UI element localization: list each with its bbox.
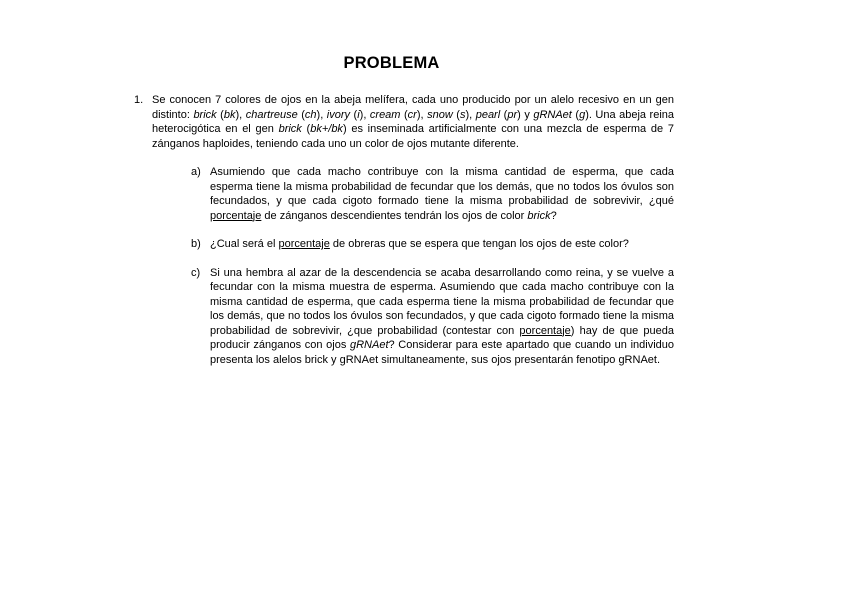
allele-name: pearl	[475, 108, 501, 121]
subquestion-letter: b)	[191, 238, 201, 250]
statement-text: ),	[465, 108, 476, 121]
underlined-term: porcentaje	[210, 209, 262, 222]
statement-text: (	[452, 108, 460, 121]
subquestion-letter: a)	[191, 166, 201, 178]
allele-name: brick	[278, 123, 302, 135]
allele-name: ivory	[326, 108, 351, 121]
subquestion-text: ¿Cual será el	[210, 238, 279, 250]
statement-text: (	[400, 108, 408, 121]
allele-name: cream	[369, 108, 401, 121]
statement-text: ) y	[517, 108, 534, 121]
subquestion-text: de obreras que se espera que tengan los ojos de este color?	[329, 238, 629, 250]
subquestion-c	[191, 266, 674, 368]
statement-text: ). Una abeja reina heterocigótica en el gen	[152, 108, 675, 135]
statement-text: (	[297, 108, 305, 121]
allele-symbol: pr	[507, 108, 518, 121]
underlined-term: porcentaje	[278, 238, 330, 250]
allele-name: brick	[193, 108, 217, 121]
allele-name: chartreuse	[245, 108, 298, 121]
subquestion-a	[191, 165, 674, 223]
statement-text: ),	[316, 108, 327, 121]
allele-symbol: bk	[223, 108, 236, 121]
statement-text: ),	[416, 108, 428, 121]
problem-number: 1.	[134, 94, 144, 106]
allele-symbol: ch	[304, 108, 317, 121]
statement-text: (	[571, 108, 580, 121]
underlined-term: porcentaje	[519, 324, 571, 337]
subquestion-list	[191, 165, 674, 367]
problem-statement	[152, 93, 674, 151]
statement-text: ),	[235, 108, 246, 121]
allele-symbol: g	[579, 108, 586, 121]
allele-name: snow	[427, 108, 453, 121]
statement-text: Se conocen 7 colores de ojos en la abeja melífera, cada uno producido por un alelo recesivo en un gen distinto:	[152, 94, 674, 121]
subquestion-text: ?	[550, 209, 557, 222]
page-title: PROBLEMA	[343, 54, 440, 72]
statement-text: (	[301, 123, 311, 135]
subquestion-text: Si una hembra al azar de la descendencia se acaba desarrollando como reina, y se vuelve a fecundar con la misma muestra de esperma. Asumiendo que cada macho contribuye con la misma cantidad de esperma, que cada esperma tiene la misma probabilidad de fecundar que los demás, que no todos los óvulos son fecundados, y que cada cigoto formado tiene la misma probabilidad de sobrevivir, ¿que probabilidad (contestar con	[210, 266, 674, 337]
statement-text: ),	[359, 108, 370, 121]
allele-name: gRNAet	[349, 339, 389, 351]
subquestion-letter: c)	[191, 266, 201, 279]
subquestion-text: de zánganos descendientes tendrán los ojos de color	[261, 209, 528, 222]
problem-1	[134, 93, 674, 381]
subquestion-b	[191, 237, 674, 252]
allele-name: brick	[527, 209, 551, 222]
subquestion-text: ? Considerar para este apartado que cuando un individuo presenta los alelos brick y gRNAet simultaneamente, sus ojos presentarán fenotipo gRNAet.	[210, 339, 674, 366]
genotype-symbol: bk+/bk	[310, 123, 343, 135]
allele-name: gRNAet	[533, 108, 572, 121]
allele-symbol: i	[357, 108, 360, 121]
statement-text: (	[350, 108, 358, 121]
statement-text: ) es inseminada artificialmente con una mezcla de esperma de 7 zánganos haploides, teniendo cada uno un color de ojos mutante diferente.	[152, 123, 674, 150]
allele-symbol: cr	[407, 108, 417, 121]
statement-text: (	[500, 108, 508, 121]
subquestion-text: ) hay de que pueda producir zánganos con ojos	[210, 324, 674, 351]
allele-symbol: s	[459, 108, 466, 121]
subquestion-text: Asumiendo que cada macho contribuye con la misma cantidad de esperma, que cada esperma tiene la misma probabilidad de fecundar que los demás, que no todos los óvulos son fecundados, y que cada cigoto formado tiene la misma probabilidad de sobrevivir, ¿qué	[210, 166, 674, 207]
statement-text: (	[216, 108, 224, 121]
